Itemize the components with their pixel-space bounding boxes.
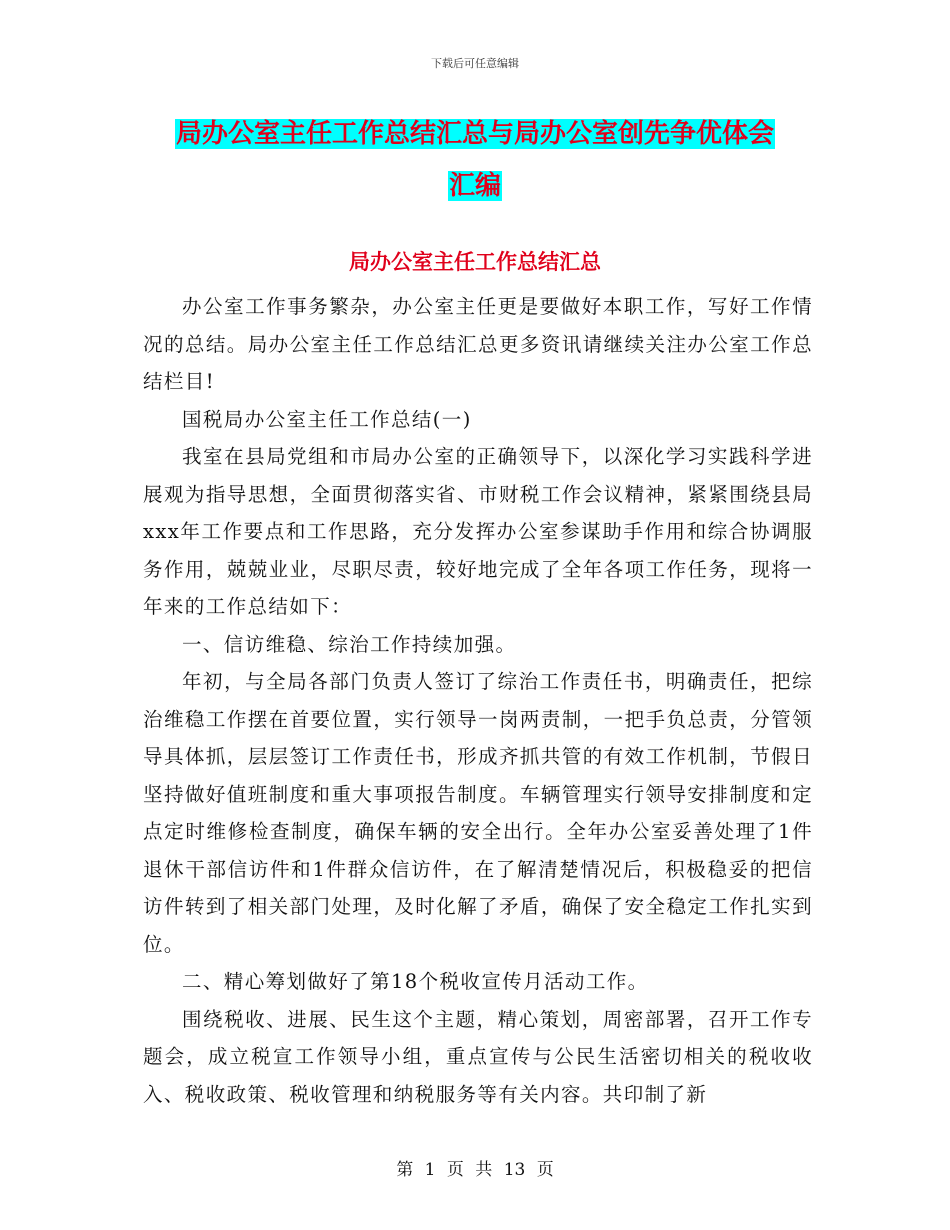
paragraph-section-2: 围绕税收、进展、民生这个主题，精心策划，周密部署，召开工作专题会，成立税宣工作领导小组，重点宣传与公民生活密切相关的税收收入、税收政策、税收管理和纳税服务等有关内容。共印制了新 <box>143 1007 813 1106</box>
paragraph-heading-2: 二、精心筹划做好了第18个税收宣传月活动工作。 <box>182 970 649 993</box>
document-title-line-2: 汇编 <box>448 171 501 201</box>
header-note: 下载后可任意编辑 <box>431 57 519 70</box>
paragraph-intro: 办公室工作事务繁杂，办公室主任更是要做好本职工作，写好工作情况的总结。局办公室主任工作总结汇总更多资讯请继续关注办公室工作总结栏目! <box>143 295 813 393</box>
section-title: 局办公室主任工作总结汇总 <box>349 250 601 274</box>
paragraph-heading-1: 一、信访维稳、综治工作持续加强。 <box>182 632 517 656</box>
page-footer: 第 1 页 共 13 页 <box>396 1160 554 1180</box>
paragraph-overview: 我室在县局党组和市局办公室的正确领导下，以深化学习实践科学进展观为指导思想，全面贯彻落实省、市财税工作会议精神，紧紧围绕县局xxx年工作要点和工作思路，充分发挥办公室参谋助手作用和综合协调服务作用，兢兢业业，尽职尽责，较好地完成了全年各项工作任务，现将一年来的工作总结如下： <box>143 445 813 618</box>
document-title <box>0 108 950 212</box>
paragraph-section-1: 年初，与全局各部门负责人签订了综治工作责任书，明确责任，把综治维稳工作摆在首要位置，实行领导一岗两责制，一把手负总责，分管领导具体抓，层层签订工作责任书，形成齐抓共管的有效工作机制，节假日坚持做好值班制度和重大事项报告制度。车辆管理实行领导安排制度和定点定时维修检查制度，确保车辆的安全出行。全年办公室妥善处理了1件退休干部信访件和1件群众信访件，在了解清楚情况后，积极稳妥的把信访件转到了相关部门处理，及时化解了矛盾，确保了安全稳定工作扎实到位。 <box>143 670 813 956</box>
document-title-line-1: 局办公室主任工作总结汇总与局办公室创先争优体会 <box>175 119 774 149</box>
document-body <box>143 288 813 1113</box>
paragraph-subtitle: 国税局办公室主任工作总结(一) <box>182 407 472 431</box>
